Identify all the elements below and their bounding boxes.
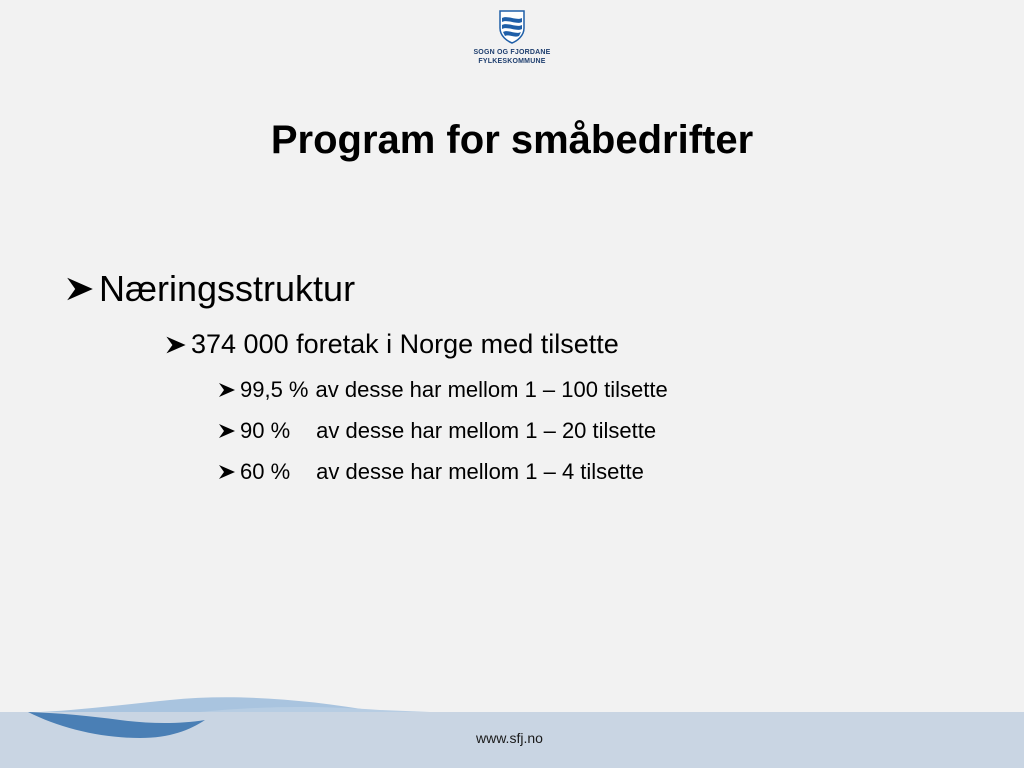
arrow-bullet-icon [217,380,237,400]
logo-line-1: SOGN OG FJORDANE [473,49,551,56]
bullet-percent: 99,5 % [240,377,309,402]
bullet-text: av desse har mellom 1 – 4 tilsette [316,459,644,484]
footer-wave-decoration [0,680,1024,768]
bullet-level-1 [64,268,355,310]
bullet-level-2-text: 374 000 foretak i Norge med tilsette [191,329,619,359]
bullet-level-2 [164,329,619,360]
slide-title: Program for småbedrifter [270,118,754,162]
bullet-text: av desse har mellom 1 – 20 tilsette [316,418,657,443]
bullet-text: av desse har mellom 1 – 100 tilsette [315,377,668,402]
bullet-percent: 90 % [240,418,291,443]
arrow-bullet-icon [217,421,237,441]
bullet-percent: 60 % [240,459,291,484]
coat-of-arms-icon [499,10,525,44]
logo [462,10,562,66]
bullet-level-3 [217,459,644,485]
arrow-bullet-icon [217,462,237,482]
logo-line-2: FYLKESKOMMUNE [478,58,546,65]
footer-url[interactable]: www.sfj.no [476,730,543,746]
bullet-level-3 [217,418,656,444]
arrow-bullet-icon [164,333,188,357]
bullet-level-1-text: Næringsstruktur [99,268,356,309]
bullet-level-3 [217,377,668,403]
arrow-bullet-icon [64,273,96,305]
